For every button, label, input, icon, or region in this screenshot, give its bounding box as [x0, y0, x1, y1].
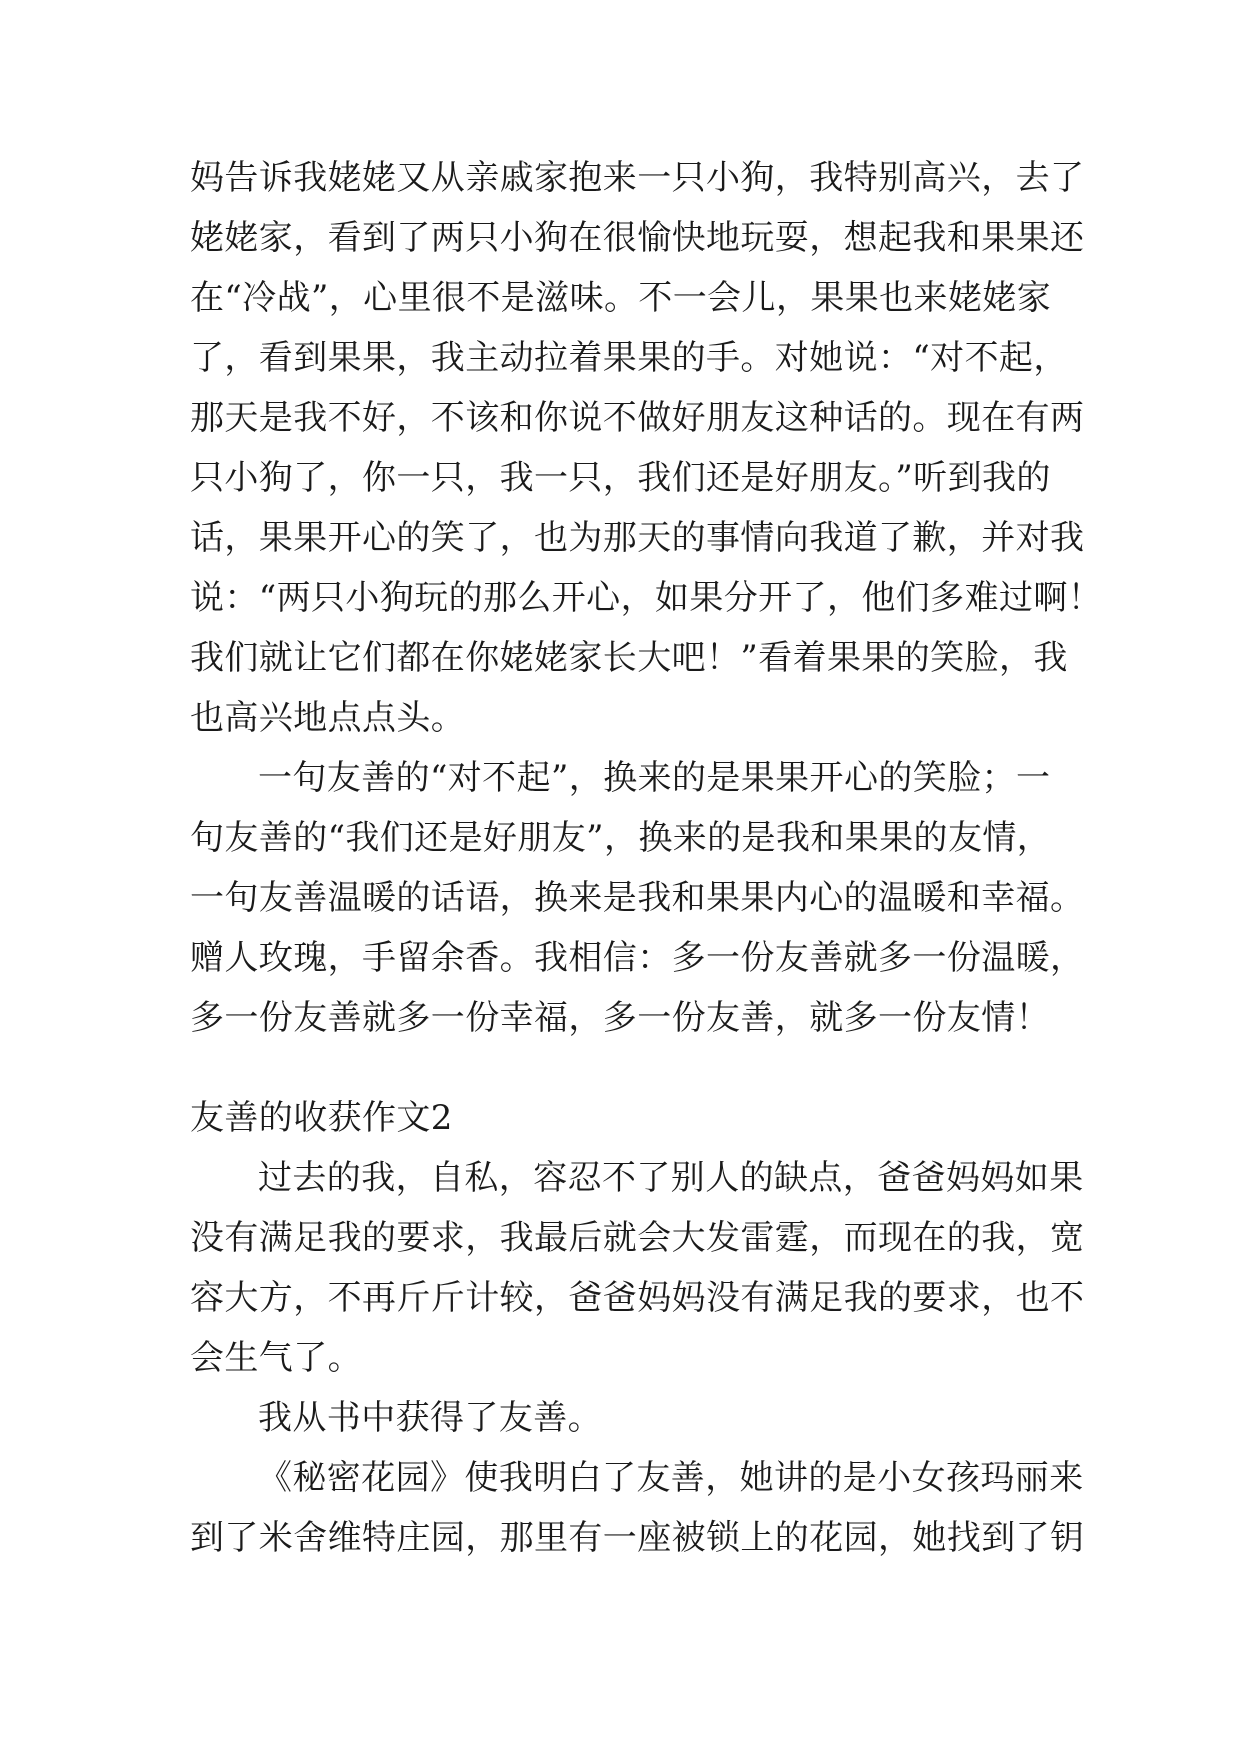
text-line: 赠人玫瑰，手留余香。我相信：多一份友善就多一份温暖，	[190, 938, 1085, 978]
text-line: 话，果果开心的笑了，也为那天的事情向我道了歉，并对我	[190, 518, 1085, 558]
text-line: 一句友善的“对不起”，换来的是果果开心的笑脸；一	[258, 758, 1051, 798]
section-heading: 友善的收获作文2	[190, 1098, 453, 1138]
text-line: 会生气了。	[190, 1338, 362, 1378]
text-line: 《秘密花园》使我明白了友善，她讲的是小女孩玛丽来	[258, 1458, 1084, 1498]
text-line: 一句友善温暖的话语，换来是我和果果内心的温暖和幸福。	[190, 878, 1085, 918]
text-line: 那天是我不好，不该和你说不做好朋友这种话的。现在有两	[190, 398, 1085, 438]
text-line: 容大方，不再斤斤计较，爸爸妈妈没有满足我的要求，也不	[190, 1278, 1085, 1318]
text-line: 妈告诉我姥姥又从亲戚家抱来一只小狗，我特别高兴，去了	[190, 158, 1085, 198]
text-line: 也高兴地点点头。	[190, 698, 466, 738]
text-line: 句友善的“我们还是好朋友”，换来的是我和果果的友情，	[190, 818, 1052, 858]
text-line: 没有满足我的要求，我最后就会大发雷霆，而现在的我，宽	[190, 1218, 1085, 1258]
text-line: 了，看到果果，我主动拉着果果的手。对她说：“对不起，	[190, 338, 1068, 378]
text-line: 过去的我，自私，容忍不了别人的缺点，爸爸妈妈如果	[258, 1158, 1084, 1198]
text-line: 姥姥家，看到了两只小狗在很愉快地玩耍，想起我和果果还	[190, 218, 1085, 258]
text-line: 我从书中获得了友善。	[258, 1398, 602, 1438]
text-line: 说：“两只小狗玩的那么开心，如果分开了，他们多难过啊！	[190, 578, 1103, 618]
text-line: 在“冷战”，心里很不是滋味。不一会儿，果果也来姥姥家	[190, 278, 1052, 318]
text-line: 我们就让它们都在你姥姥家长大吧！”看着果果的笑脸，我	[190, 638, 1068, 678]
text-line: 多一份友善就多一份幸福，多一份友善，就多一份友情！	[190, 998, 1050, 1038]
text-line: 只小狗了，你一只，我一只，我们还是好朋友。”听到我的	[190, 458, 1051, 498]
text-line: 到了米舍维特庄园，那里有一座被锁上的花园，她找到了钥	[190, 1518, 1085, 1558]
